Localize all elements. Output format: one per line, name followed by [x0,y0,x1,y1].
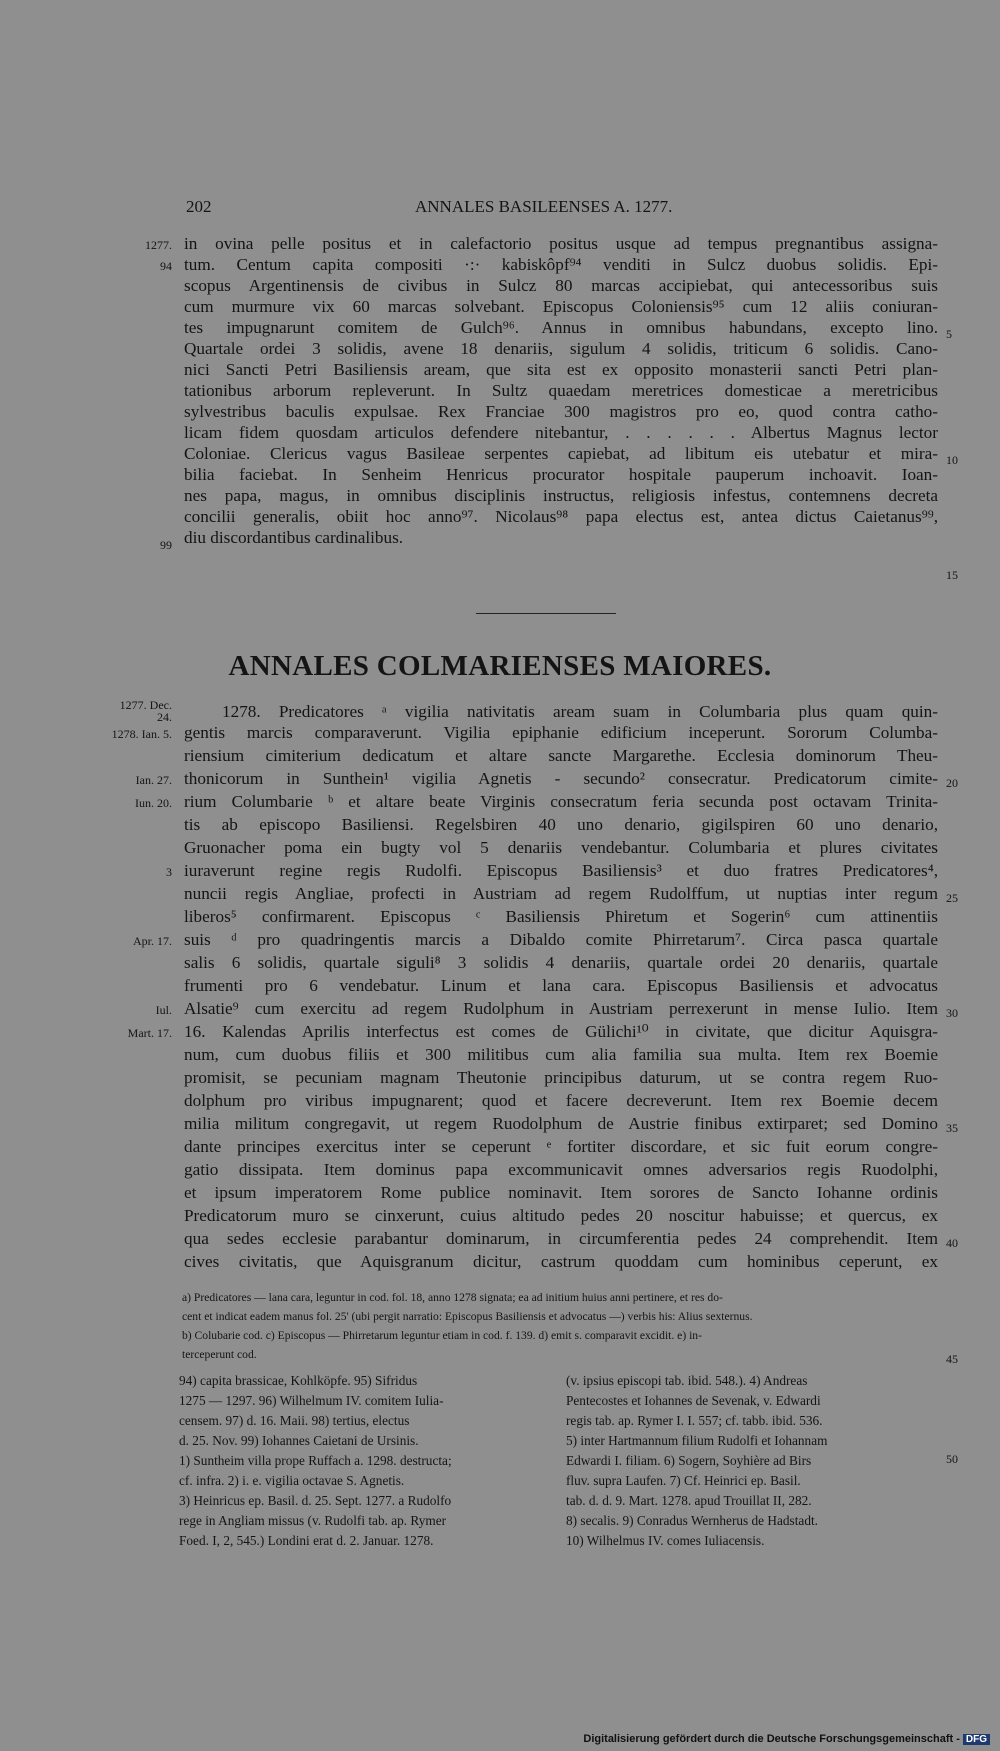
footnote-line: 1275 — 1297. 96) Wilhelmum IV. comitem Iulia- [179,1393,444,1408]
margin-date: Apr. 17. [133,934,172,948]
footnote-line: Edwardi I. filiam. 6) Sogern, Soyhière ad Birs [566,1453,812,1468]
footer-text: Digitalisierung gefördert durch die Deutsche Forschungsgemeinschaft - [583,1733,960,1745]
footnote-line: 5) inter Hartmannum filium Rudolfi et Iohannam [566,1433,828,1448]
footnote-line: 8) secalis. 9) Conradus Wernherus de Hadstadt. [566,1513,818,1528]
text-line: promisit, se pecuniam magnam Theutonie principibus daturum, ut se contra regem Ruo- [184,1068,938,1087]
text-line: Predicatorum muro se cinxerunt, cuius altitudo pedes 20 noscitur habuisse; et quercus, ex [184,1206,938,1225]
text-line: nes papa, magus, in omnibus disciplinis instructus, religiosis infestus, contemnens decreta [184,486,938,505]
text-line: milia militum congregavit, ut regem Ruodolphum de Austrie finibus extirparet; sed Domino [184,1114,938,1133]
margin-note-ref: 99 [160,538,172,552]
footnote-line: Foed. I, 2, 545.) Londini erat d. 2. Januar. 1278. [179,1533,434,1548]
text-line: iuraverunt regine regis Rudolfi. Episcopus Basiliensis³ et duo fratres Predicatores⁴, [184,861,938,880]
line-number: 50 [946,1452,958,1466]
critical-note: cent et indicat eadem manus fol. 25' (ubi pergit narratio: Episcopus Basiliensis et advocatus —) verbis his: Alius sexternus. [182,1310,753,1323]
text-line: gatio dissipata. Item dominus papa excommunicavit omnes adversarios regis Ruodolphi, [184,1160,938,1179]
section-divider [476,613,616,614]
margin-note-ref: 94 [160,259,172,273]
footnote-line: 94) capita brassicae, Kohlköpfe. 95) Sifridus [179,1373,418,1388]
footnote-line: d. 25. Nov. 99) Iohannes Caietani de Ursinis. [179,1433,419,1448]
text-line: et ipsum imperatorem Rome publice nominavit. Item sorores de Sancto Iohanne ordinis [184,1183,938,1202]
critical-note: b) Colubarie cod. c) Episcopus — Phirretarum leguntur etiam in cod. f. 139. d) emit s. comparavit excidit. e) in- [182,1329,702,1342]
footnote-line: censem. 97) d. 16. Maii. 98) tertius, electus [179,1413,410,1428]
running-title: ANNALES BASILEENSES A. 1277. [415,197,673,216]
text-line: bilia faciebat. In Senheim Henricus procurator hospitale pauperum inchoavit. Ioan- [184,465,938,484]
margin-date: Iun. 20. [135,796,172,810]
text-line: dante principes exercitus inter se ceperunt ᵉ fortiter discordare, et sic fuit eorum congre- [184,1137,938,1156]
text-line: tis ab episcopo Basiliensi. Regelsbiren 40 uno denario, gigilspiren 60 uno denario, [184,815,938,834]
text-line: tationibus arborum repleverunt. In Sultz quaedam meretrices domesticae a meretricibus [184,381,938,400]
line-number: 5 [946,327,952,341]
text-line: cum murmure vix 60 marcas solvebant. Episcopus Coloniensis⁹⁵ cum 12 aliis coniuran- [184,297,938,316]
text-line: licam fidem quosdam articulos defendere nitebantur, . . . . . . Albertus Magnus lector [184,423,938,442]
text-line: 1278. Predicatores ᵃ vigilia nativitatis aream suam in Columbaria plus quam quin- [222,702,938,721]
text-line: diu discordantibus cardinalibus. [184,528,404,547]
text-line: concilii generalis, obiit hoc anno⁹⁷. Nicolaus⁹⁸ papa electus est, antea dictus Caietanus⁹⁹, [184,507,938,526]
margin-note-ref: 3 [166,865,172,879]
footnote-line: 10) Wilhelmus IV. comes Iuliacensis. [566,1533,765,1548]
line-number: 30 [946,1006,958,1020]
line-number: 20 [946,776,958,790]
margin-date: 1277. Dec. 24. [119,698,172,724]
line-number: 45 [946,1352,958,1366]
footnote-line: fluv. supra Laufen. 7) Cf. Heinrici ep. Basil. [566,1473,801,1488]
footnote-line: Pentecostes et Iohannes de Sevenak, v. Edwardi [566,1393,821,1408]
footnote-line: tab. d. d. 9. Mart. 1278. apud Trouillat II, 282. [566,1493,812,1508]
section-title: ANNALES COLMARIENSES MAIORES. [228,650,772,682]
line-number: 15 [946,568,958,582]
text-line: nici Sancti Petri Basiliensis aream, que sita est ex opposito monasterii sancti Petri plan- [184,360,938,379]
footnote-line: (v. ipsius episcopi tab. ibid. 548.). 4) Andreas [566,1373,808,1388]
footnote-line: cf. infra. 2) i. e. vigilia octavae S. Agnetis. [179,1473,405,1488]
text-line: Quartale ordei 3 solidis, avene 18 denariis, sigulum 4 solidis, triticum 6 solidis. Cano- [184,339,938,358]
text-line: liberos⁵ confirmarent. Episcopus ᶜ Basiliensis Phiretum et Sogerin⁶ cum attinentiis [184,907,938,926]
text-line: tes impugnarunt comitem de Gulch⁹⁶. Annus in omnibus habundans, excepto lino. [184,318,938,337]
line-number: 35 [946,1121,958,1135]
margin-date: Iul. [155,1003,172,1017]
text-line: dolphum pro viribus impugnarent; quod et facere decreverunt. Item rex Boemie decem [184,1091,938,1110]
line-number: 25 [946,891,958,905]
footnote-line: rege in Angliam missus (v. Rudolfi tab. ap. Rymer [179,1513,447,1528]
margin-date: Mart. 17. [127,1026,172,1040]
text-line: suis ᵈ pro quadringentis marcis a Dibaldo comite Phirretarum⁷. Circa pasca quartale [184,930,938,949]
text-line: frumenti pro 6 vendebatur. Linum et lana cara. Episcopus Basiliensis et advocatus [184,976,938,995]
critical-note: a) Predicatores — lana cara, leguntur in cod. fol. 18, anno 1278 signata; ea ad initium huius anni pertinere, et res do- [182,1291,723,1304]
text-line: salis 6 solidis, quartale siguli⁸ 3 solidis 4 denariis, quartale ordei 20 denariis, quartale [184,953,938,972]
text-line: qua sedes ecclesie parabantur dominarum, in circumferentia pedes 24 comprehendit. Item [184,1229,938,1248]
margin-date: Ian. 27. [135,773,172,787]
footnote-line: 1) Suntheim villa prope Ruffach a. 1298. destructa; [179,1453,452,1468]
text-line: tum. Centum capita compositi ·:· kabiskôpf⁹⁴ venditi in Sulcz duobus solidis. Epi- [184,255,938,274]
text-line: rium Columbarie ᵇ et altare beate Virginis consecratum feria secunda post octavam Trinita- [184,792,938,811]
text-line: thonicorum in Sunthein¹ vigilia Agnetis - secundo² consecratur. Predicatorum cimite- [184,769,938,788]
text-line: Alsatie⁹ cum exercitu ad regem Rudolphum in Austriam perrexerunt in mense Iulio. Item [184,999,938,1018]
text-line: cives civitatis, que Aquisgranum dicitur, castrum quoddam cum hominibus ceperunt, ex [184,1252,938,1271]
funding-footer [583,1733,990,1745]
page-number: 202 [186,197,212,216]
text-line: 16. Kalendas Aprilis interfectus est comes de Gülichi¹⁰ in civitate, que dicitur Aquisgra- [184,1022,938,1041]
text-line: sylvestribus baculis expulsae. Rex Franciae 300 magistros pro eo, quod contra catho- [184,402,938,421]
margin-date: 1278. Ian. 5. [111,727,172,741]
text-line: num, cum duobus filiis et 300 militibus cum alia familia sua multa. Item rex Boemie [184,1045,938,1064]
footnote-line: 3) Heinricus ep. Basil. d. 25. Sept. 1277. a Rudolfo [179,1493,452,1508]
margin-date: 1277. [145,238,172,252]
text-line: scopus Argentinensis de civibus in Sulcz 80 marcas accipiebat, qui antecessoribus suis [184,276,938,295]
text-line: in ovina pelle positus et in calefactorio positus usque ad tempus pregnantibus assigna- [184,234,938,253]
text-line: nuncii regis Angliae, profecti in Austriam ad regem Rudolffum, ut nuptias inter regum [184,884,938,903]
dfg-logo: DFG [963,1734,990,1745]
text-line: gentis marcis comparaverunt. Vigilia epiphanie edificium inceperunt. Sororum Columba- [184,723,938,742]
text-line: Coloniae. Clericus vagus Basileae serpentes capiebat, ad libitum eis utebatur et mira- [184,444,938,463]
text-line: Gruonacher poma ein bugty vol 5 denariis vendebantur. Columbaria et plures civitates [184,838,938,857]
text-line: riensium cimiterium dedicatum et altare sancte Margarethe. Ecclesia dominorum Theu- [184,746,938,765]
footnote-line: regis tab. ap. Rymer I. I. 557; cf. tabb. ibid. 536. [566,1413,823,1428]
line-number: 40 [946,1236,958,1250]
line-number: 10 [946,453,958,467]
critical-note: terceperunt cod. [182,1348,257,1361]
